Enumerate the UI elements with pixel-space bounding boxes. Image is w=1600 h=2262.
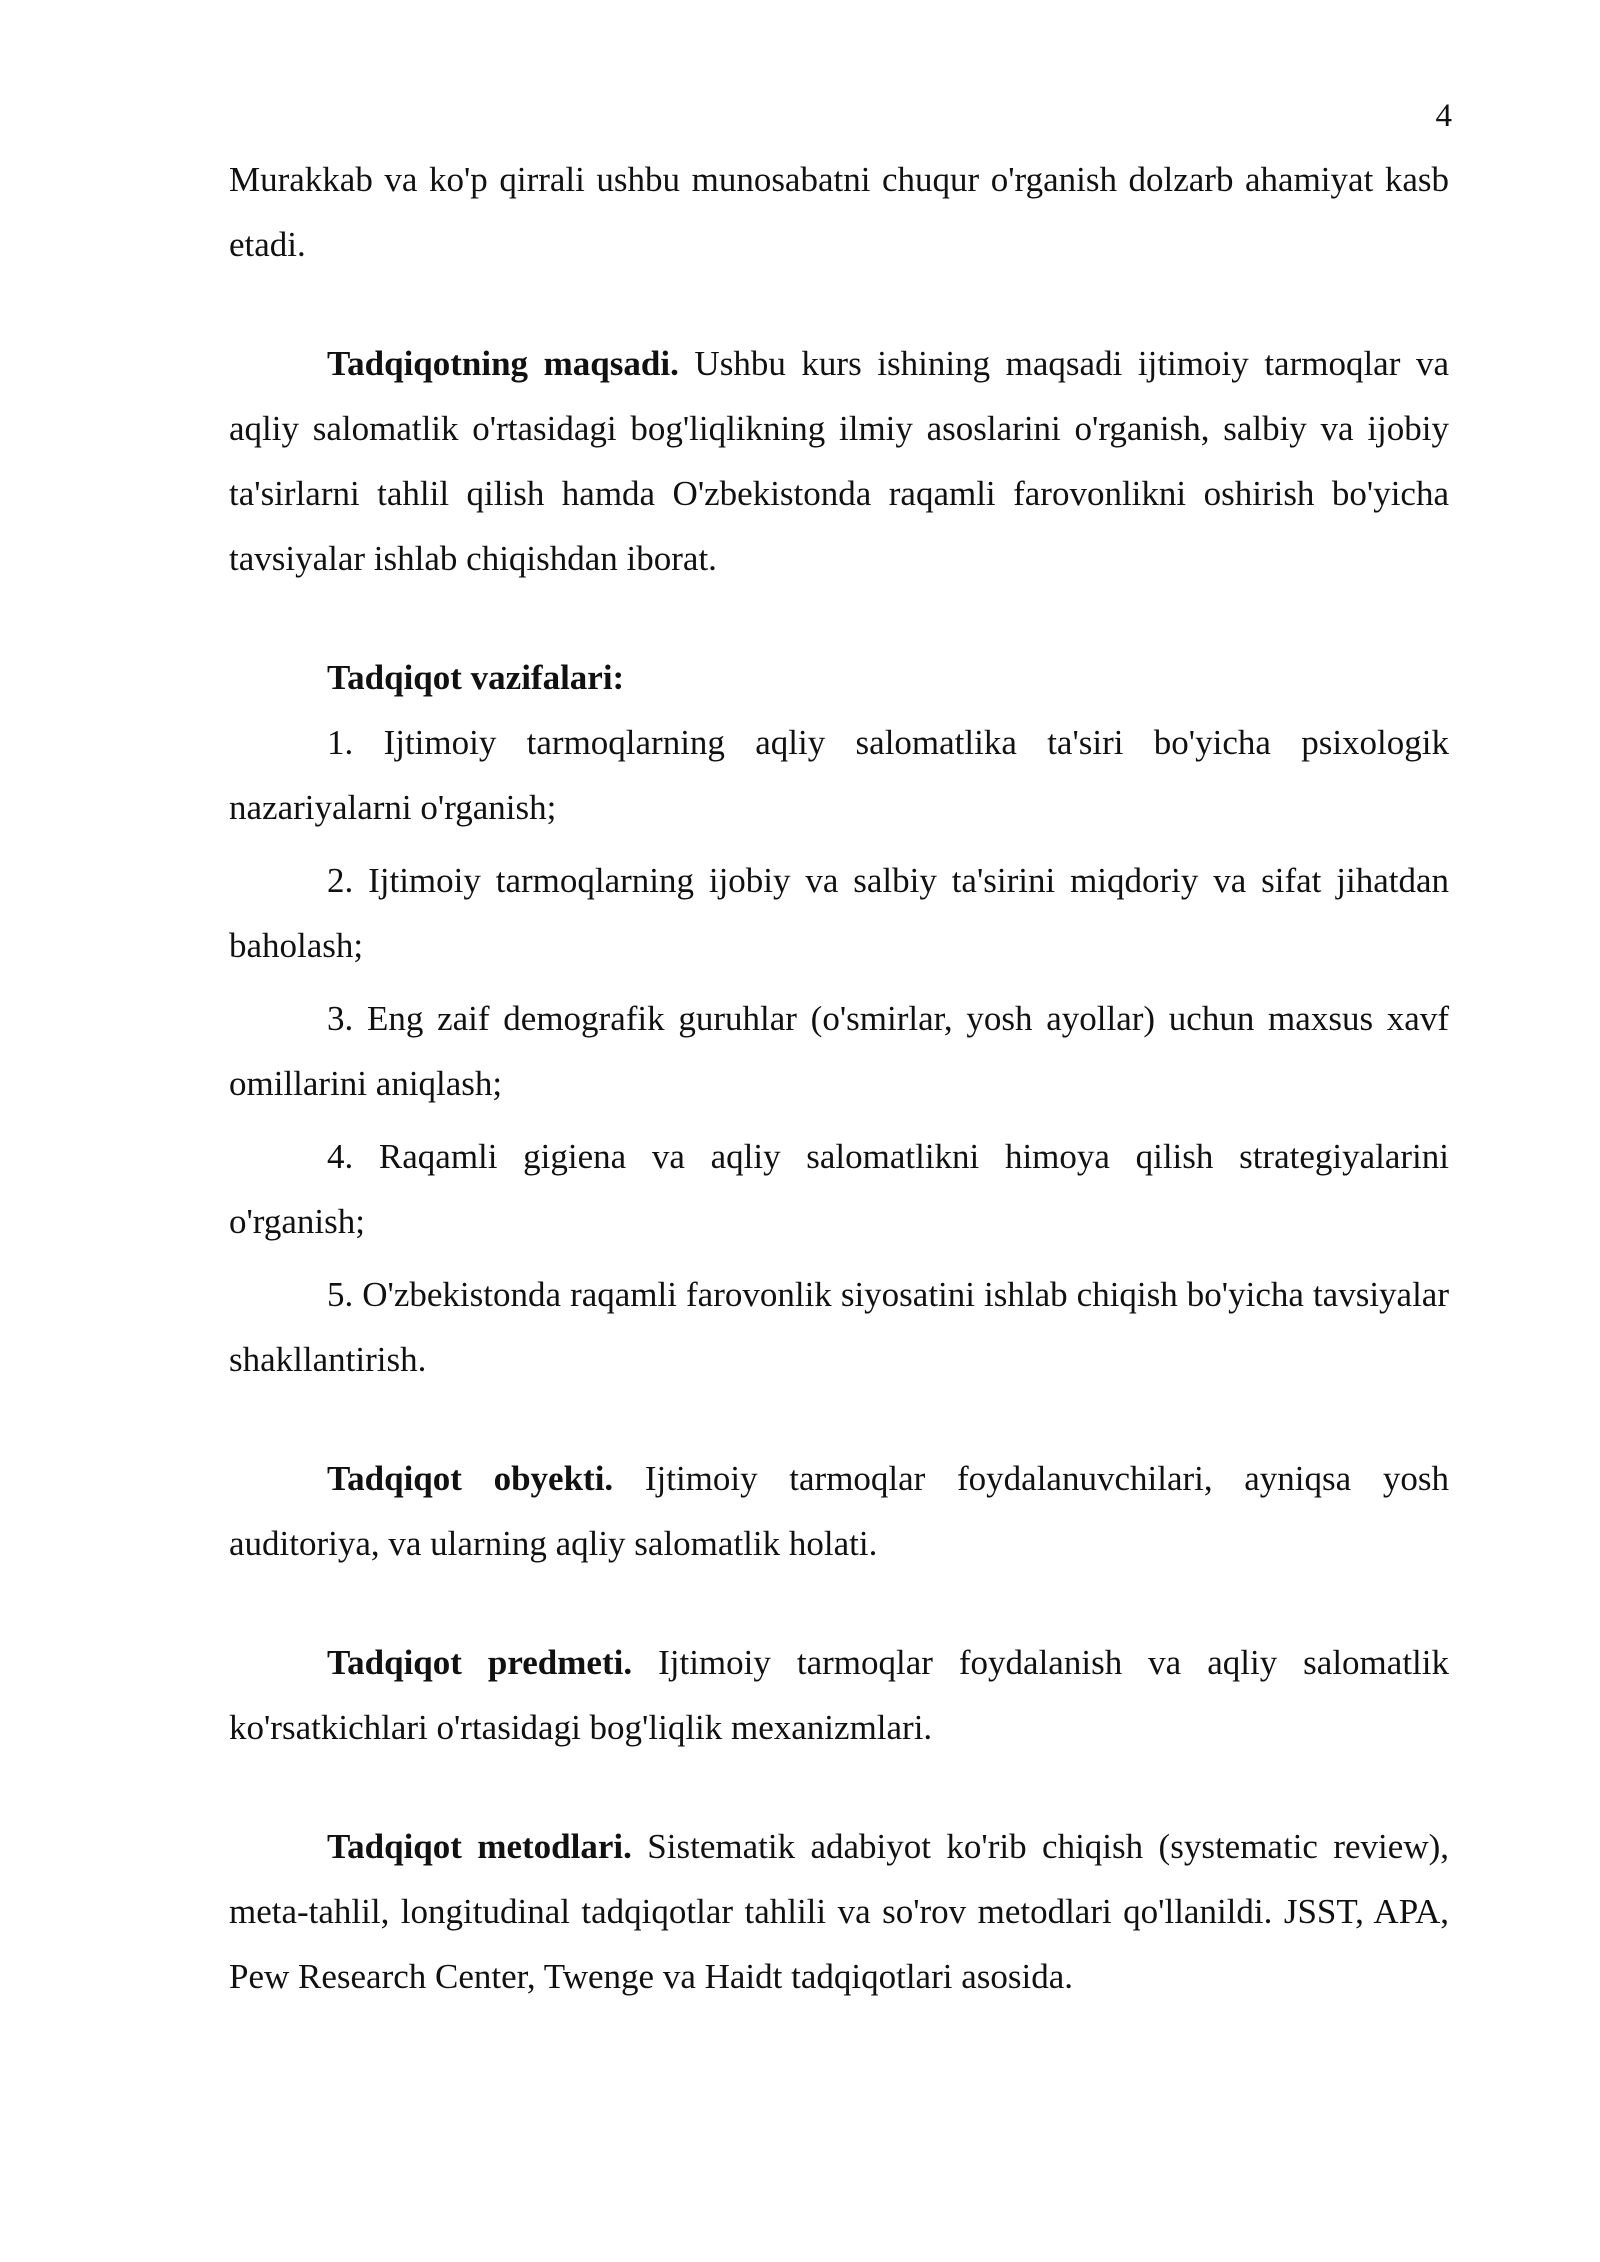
task-item-5: 5. O'zbekistonda raqamli farovonlik siyosatini ishlab chiqish bo'yicha tavsiyalar shakllantirish. [229, 1275, 1449, 1379]
task-item-4: 4. Raqamli gigiena va aqliy salomatlikni himoya qilish strategiyalarini o'rganish; [229, 1137, 1449, 1241]
subject-text: Ijtimoiy tarmoqlar foydalanish va aqliy salomatlik ko'rsatkichlari o'rtasidagi bog'liqlik mexanizmlari. [229, 1643, 1449, 1747]
document-body [229, 147, 1449, 2009]
task-item-3: 3. Eng zaif demografik guruhlar (o'smirlar, yosh ayollar) uchun maxsus xavf omillarini aniqlash; [229, 999, 1449, 1103]
tasks-heading: Tadqiqot vazifalari: [327, 658, 625, 697]
intro-paragraph: Murakkab va ko'p qirrali ushbu munosabatni chuqur o'rganish dolzarb ahamiyat kasb etadi. [229, 160, 1449, 264]
subject-paragraph [229, 1630, 1449, 1760]
methods-heading: Tadqiqot metodlari. [327, 1827, 632, 1866]
subject-heading: Tadqiqot predmeti. [327, 1643, 633, 1682]
object-text: Ijtimoiy tarmoqlar foydalanuvchilari, ayniqsa yosh auditoriya, va ularning aqliy salomatlik holati. [229, 1459, 1449, 1563]
task-item-2: 2. Ijtimoiy tarmoqlarning ijobiy va salbiy ta'sirini miqdoriy va sifat jihatdan baholash; [229, 861, 1449, 965]
task-item-1: 1. Ijtimoiy tarmoqlarning aqliy salomatlika ta'siri bo'yicha psixologik nazariyalarni o'rganish; [229, 723, 1449, 827]
methods-paragraph [229, 1814, 1449, 2009]
object-heading: Tadqiqot obyekti. [327, 1459, 614, 1498]
purpose-text: Ushbu kurs ishining maqsadi ijtimoiy tarmoqlar va aqliy salomatlik o'rtasidagi bog'liqlikning ilmiy asoslarini o'rganish, salbiy va ijobiy ta'sirlarni tahlil qilish hamda O'zbekistonda raqamli farovonlikni oshirish bo'yicha tavsiyalar ishlab chiqishdan iborat. [229, 344, 1449, 578]
object-paragraph [229, 1446, 1449, 1576]
purpose-paragraph [229, 331, 1449, 591]
page-number: 4 [1435, 98, 1452, 134]
purpose-heading: Tadqiqotning maqsadi. [327, 344, 679, 383]
methods-text: Sistematik adabiyot ko'rib chiqish (systematic review), meta-tahlil, longitudinal tadqiqotlar tahlili va so'rov metodlari qo'llanildi. JSST, APA, Pew Research Center, Twenge va Haidt tadqiqotlari asosida. [229, 1827, 1450, 1996]
